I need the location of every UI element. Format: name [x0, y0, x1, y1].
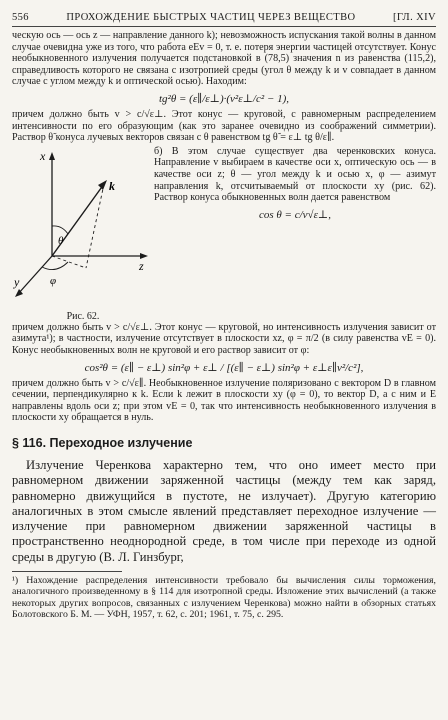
running-title: ПРОХОЖДЕНИЕ БЫСТРЫХ ЧАСТИЦ ЧЕРЕЗ ВЕЩЕСТВО — [66, 11, 356, 23]
label-phi: φ — [50, 274, 57, 287]
running-header — [12, 8, 436, 27]
footnote: ¹) Нахождение распределения интенсивности требовало бы вычисления силы торможения, аналогичного произведенному в § 114 для изотропной среды. Изложение этих вычислений (а также некоторых других вопросов, связанных с излучением Черенкова) можно найти в обзорных статьях Болотовского Б. М. — УФН, 1957, т. 62, с. 201; 1961, т. 75, с. 295. — [12, 574, 436, 621]
formula-tan-theta: tg²θ = (ε∥/ε⊥)·(v²ε⊥/c² − 1), — [158, 92, 289, 105]
formula-cos-theta: cos θ = c/v√ε⊥, — [258, 208, 332, 221]
figure-62 — [12, 146, 154, 322]
paragraph-1: ческую ось — ось z — направление данного k); невозможность испускания такой волны в данном случае очевидна уже из того, что работа eEv = 0, т. е. потеря энергии частицей отсутствует. Конус необыкновенного излучения получается подстановкой в (78,5) значения n из равенства (115,2), справедливость которого не связана с изотропией среды (угол θ между k и v совпадает в данном случае с углом между k и оптической осью). Находим: — [12, 30, 436, 88]
projection-base — [52, 256, 86, 268]
paragraph-4: причем должно быть v > c/√ε⊥. Этот конус — круговой, но интенсивность излучения зависит от азимута¹); в частности, излучение отсутствует в плоскости xz, φ = π/2 (в силу равенства vE = 0). Конус необыкновенных волн не круговой и его раствор зависит от φ: — [12, 321, 436, 356]
theta-arc — [52, 226, 68, 234]
label-z: z — [139, 258, 144, 273]
page-number: 556 — [12, 11, 29, 23]
paragraph-2: причем должно быть v > c/√ε⊥. Этот конус — круговой, с равномерным распределением интенсивности по его образующим (как это заранее очевидно из соображений симметрии). Раствор θ̃ конуса лучевых векторов связан с θ равенством tg θ̃ = ε⊥ tg θ/ε∥. — [12, 108, 436, 144]
figure-62-diagram — [12, 146, 152, 304]
section-heading: § 116. Переходное излучение — [12, 435, 193, 450]
paragraph-3: б) В этом случае существует два черенковских конуса. Направление v выбираем в качестве оси x, оптическую ось — в качестве оси z; θ — угол между k и осью x, φ — азимут направления k, отсчитываемый от плоскости xy (рис. 62). Раствор конуса обыкновенных волн дается равенством — [154, 145, 436, 204]
formula-cos2-theta: cos²θ = (ε∥ − ε⊥) sin²φ + ε⊥ / [(ε∥ − ε⊥) sin²φ + ε⊥ε∥v²/c²], — [84, 361, 364, 374]
axis-x-arrow — [49, 152, 55, 160]
paragraph-5: причем должно быть v > c/√ε∥. Необыкновенное излучение поляризовано с вектором D в главном сечении, перпендикулярно к k. Если k лежит в плоскости xy (φ = 0), то вектор D, а с ним и E направлены вдоль оси z; при этом vE = 0, так что интенсивность необыкновенного излучения в плоскости xy обращается в нуль. — [12, 377, 436, 424]
vector-k-arrow — [98, 180, 107, 190]
book-page — [12, 8, 436, 621]
figure-side-text — [154, 146, 436, 322]
label-x: x — [40, 148, 46, 163]
figure-caption: Рис. 62. — [66, 310, 100, 322]
label-theta: θ — [58, 234, 64, 247]
label-y: y — [14, 274, 20, 289]
chapter-label: [ГЛ. XIV — [392, 11, 436, 23]
figure-wrap — [12, 146, 436, 322]
axis-y-line — [18, 256, 52, 294]
section-body: Излучение Черенкова характерно тем, что оно имеет место при равномерном движении заряженной частицы (между тем как заряд, равномерно движущийся в пустоте, не излучает). Другую категорию аналогичных в этом смысле явлений представляет переходное излучение — излучение при равномерном движении заряженной частицы в пространственно неоднородной среде, в том числе при переходе из одной среды в другую (В. Л. Гинзбург, — [12, 457, 436, 564]
footnote-rule — [12, 571, 122, 572]
label-k: k — [109, 178, 115, 193]
